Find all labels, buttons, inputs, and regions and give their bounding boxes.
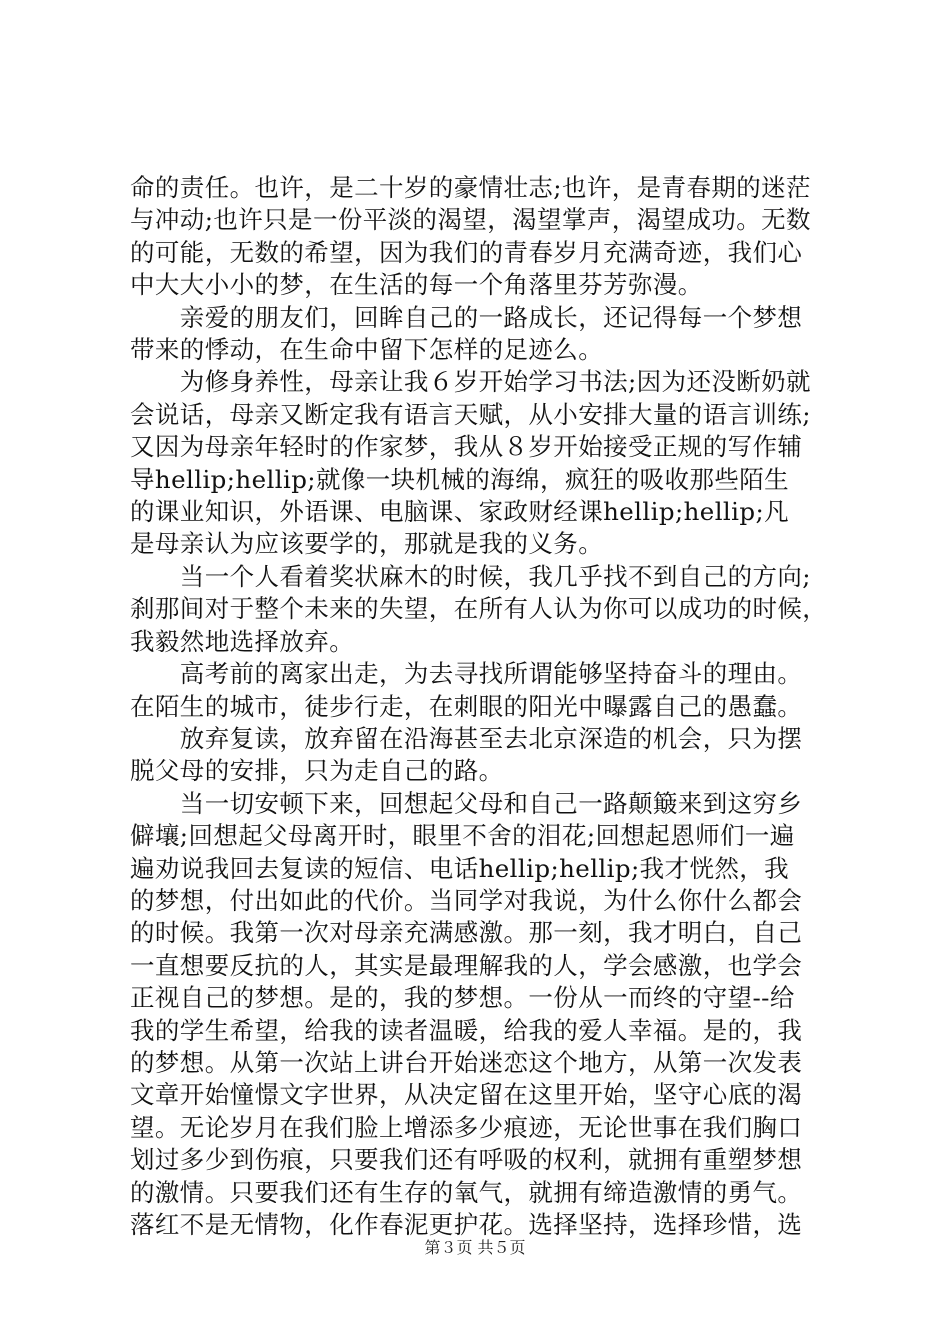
text-line: 正视自己的梦想。是的，我的梦想。一份从一而终的守望--给 xyxy=(130,983,795,1013)
text-line: 与冲动;也许只是一份平淡的渴望，渴望掌声，渴望成功。无数 xyxy=(130,205,811,235)
text-line: 的梦想。从第一次站上讲台开始迷恋这个地方，从第一次发表 xyxy=(130,1047,803,1077)
text-line: 落红不是无情物，化作春泥更护花。选择坚持，选择珍惜，选 xyxy=(130,1210,803,1239)
text-line: 我毅然地选择放弃。 xyxy=(130,626,355,656)
text-line: 是母亲认为应该要学的，那就是我的义务。 xyxy=(130,529,604,559)
text-line: 为修身养性，母亲让我６岁开始学习书法;因为还没断奶就 xyxy=(130,367,811,397)
page-footer: 第３页 共５页 xyxy=(424,1238,526,1257)
text-line: 的课业知识，外语课、电脑课、家政财经课hellip;hellip;凡 xyxy=(130,497,790,527)
document-body xyxy=(130,172,830,1241)
text-line: 当一个人看着奖状麻木的时候，我几乎找不到自己的方向; xyxy=(130,561,811,591)
text-line: 一直想要反抗的人，其实是最理解我的人，学会感激，也学会 xyxy=(130,950,803,980)
text-line: 的激情。只要我们还有生存的氧气，就拥有缔造激情的勇气。 xyxy=(130,1177,803,1207)
text-line: 我的学生希望，给我的读者温暖，给我的爱人幸福。是的，我 xyxy=(130,1015,803,1045)
text-line: 的时候。我第一次对母亲充满感激。那一刻，我才明白，自己 xyxy=(130,918,803,948)
text-line: 中大大小小的梦，在生活的每一个角落里芬芳弥漫。 xyxy=(130,270,703,300)
text-line: 刹那间对于整个未来的失望，在所有人认为你可以成功的时候， xyxy=(130,594,828,624)
text-line: 僻壤;回想起父母离开时，眼里不舍的泪花;回想起恩师们一遍 xyxy=(130,821,795,851)
text-line: 遍劝说我回去复读的短信、电话hellip;hellip;我才恍然，我 xyxy=(130,853,790,883)
text-line: 的可能，无数的希望，因为我们的青春岁月充满奇迹，我们心 xyxy=(130,237,803,267)
text-line: 导hellip;hellip;就像一块机械的海绵，疯狂的吸收那些陌生 xyxy=(130,464,790,494)
text-line: 脱父母的安排，只为走自己的路。 xyxy=(130,756,504,786)
text-line: 望。无论岁月在我们脸上增添多少痕迹，无论世事在我们胸口 xyxy=(130,1112,803,1142)
text-line: 亲爱的朋友们，回眸自己的一路成长，还记得每一个梦想 xyxy=(130,302,803,332)
text-line: 当一切安顿下来，回想起父母和自己一路颠簸来到这穷乡 xyxy=(130,788,803,818)
text-line: 带来的悸动，在生命中留下怎样的足迹么。 xyxy=(130,335,604,365)
text-line: 又因为母亲年轻时的作家梦，我从８岁开始接受正规的写作辅 xyxy=(130,432,803,462)
text-line: 划过多少到伤痕，只要我们还有呼吸的权利，就拥有重塑梦想 xyxy=(130,1145,803,1175)
text-line: 在陌生的城市，徒步行走，在刺眼的阳光中曝露自己的愚蠢。 xyxy=(130,691,803,721)
text-line: 命的责任。也许，是二十岁的豪情壮志;也许，是青春期的迷茫 xyxy=(130,173,811,202)
text-line: 文章开始憧憬文字世界，从决定留在这里开始，坚守心底的渴 xyxy=(130,1080,803,1110)
text-line: 放弃复读，放弃留在沿海甚至去北京深造的机会，只为摆 xyxy=(130,723,803,753)
text-line: 会说话，母亲又断定我有语言天赋，从小安排大量的语言训练; xyxy=(130,399,811,429)
text-line: 高考前的离家出走，为去寻找所谓能够坚持奋斗的理由。 xyxy=(130,659,803,689)
text-line: 的梦想，付出如此的代价。当同学对我说，为什么你什么都会 xyxy=(130,885,803,915)
